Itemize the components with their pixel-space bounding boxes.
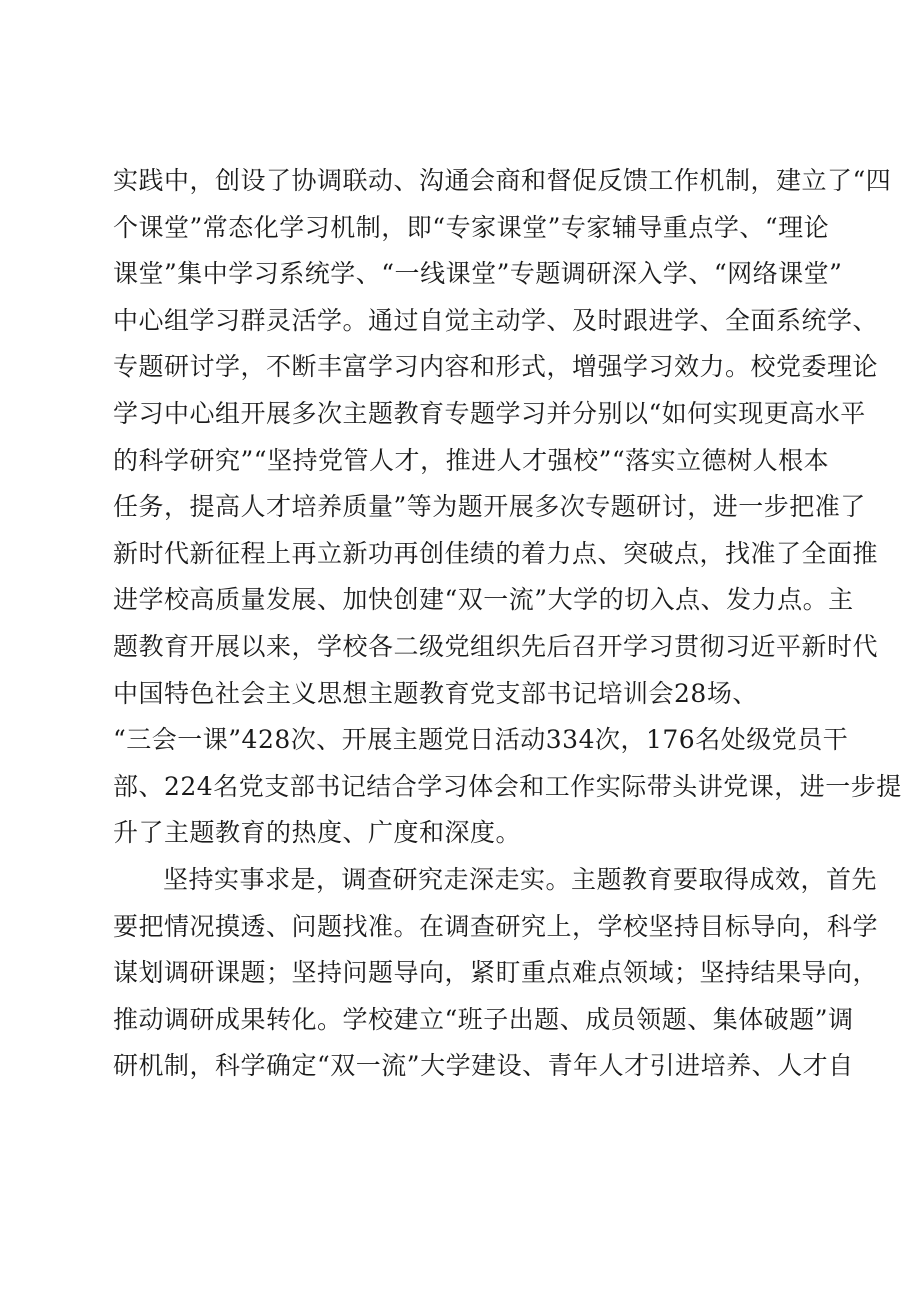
text-line: 学习中心组开展多次主题教育专题学习并分别以“如何实现更高水平 [113, 398, 866, 428]
paragraph-2 [113, 857, 879, 1090]
text-line: 实践中，创设了协调联动、沟通会商和督促反馈工作机制，建立了“四 [113, 166, 892, 195]
text-line: 研机制，科学确定“双一流”大学建设、青年人才引进培养、人才自 [113, 1051, 854, 1081]
text-line: 题教育开展以来，学校各二级党组织先后召开学习贯彻习近平新时代 [113, 631, 879, 661]
paragraph-1 [113, 158, 902, 857]
document-body [113, 158, 902, 1090]
text-line: 升了主题教育的热度、广度和深度。 [113, 818, 522, 848]
text-line: 新时代新征程上再立新功再创佳绩的着力点、突破点，找准了全面推 [113, 538, 879, 568]
text-line: 任务，提高人才培养质量”等为题开展多次专题研讨，进一步把准了 [113, 492, 866, 522]
text-line: 要把情况摸透、问题找准。在调查研究上，学校坚持目标导向，科学 [113, 911, 879, 941]
text-line: 进学校高质量发展、加快创建“双一流”大学的切入点、发力点。主 [113, 585, 854, 615]
text-line: 个课堂”常态化学习机制，即“专家课堂”专家辅导重点学、“理论 [113, 212, 830, 242]
text-line: 谋划调研课题；坚持问题导向，紧盯重点难点领域；坚持结果导向， [113, 958, 879, 988]
text-line: 专题研讨学，不断丰富学习内容和形式，增强学习效力。校党委理论 [113, 352, 879, 382]
text-line: 的科学研究”“坚持党管人才，推进人才强校”“落实立德树人根本 [113, 445, 830, 475]
text-line: 中国特色社会主义思想主题教育党支部书记培训会28场、 [113, 678, 758, 708]
text-line: 部、224名党支部书记结合学习体会和工作实际带头讲党课，进一步提 [113, 771, 902, 801]
text-line: 推动调研成果转化。学校建立“班子出题、成员领题、集体破题”调 [113, 1004, 854, 1034]
text-line: 课堂”集中学习系统学、“一线课堂”专题调研深入学、“网络课堂” [113, 259, 843, 289]
text-line: “三会一课”428次、开展主题党日活动334次，176名处级党员干 [113, 725, 849, 755]
text-line: 中心组学习群灵活学。通过自觉主动学、及时跟进学、全面系统学、 [113, 305, 879, 335]
text-line: 坚持实事求是，调查研究走深走实。主题教育要取得成效，首先 [163, 864, 878, 894]
